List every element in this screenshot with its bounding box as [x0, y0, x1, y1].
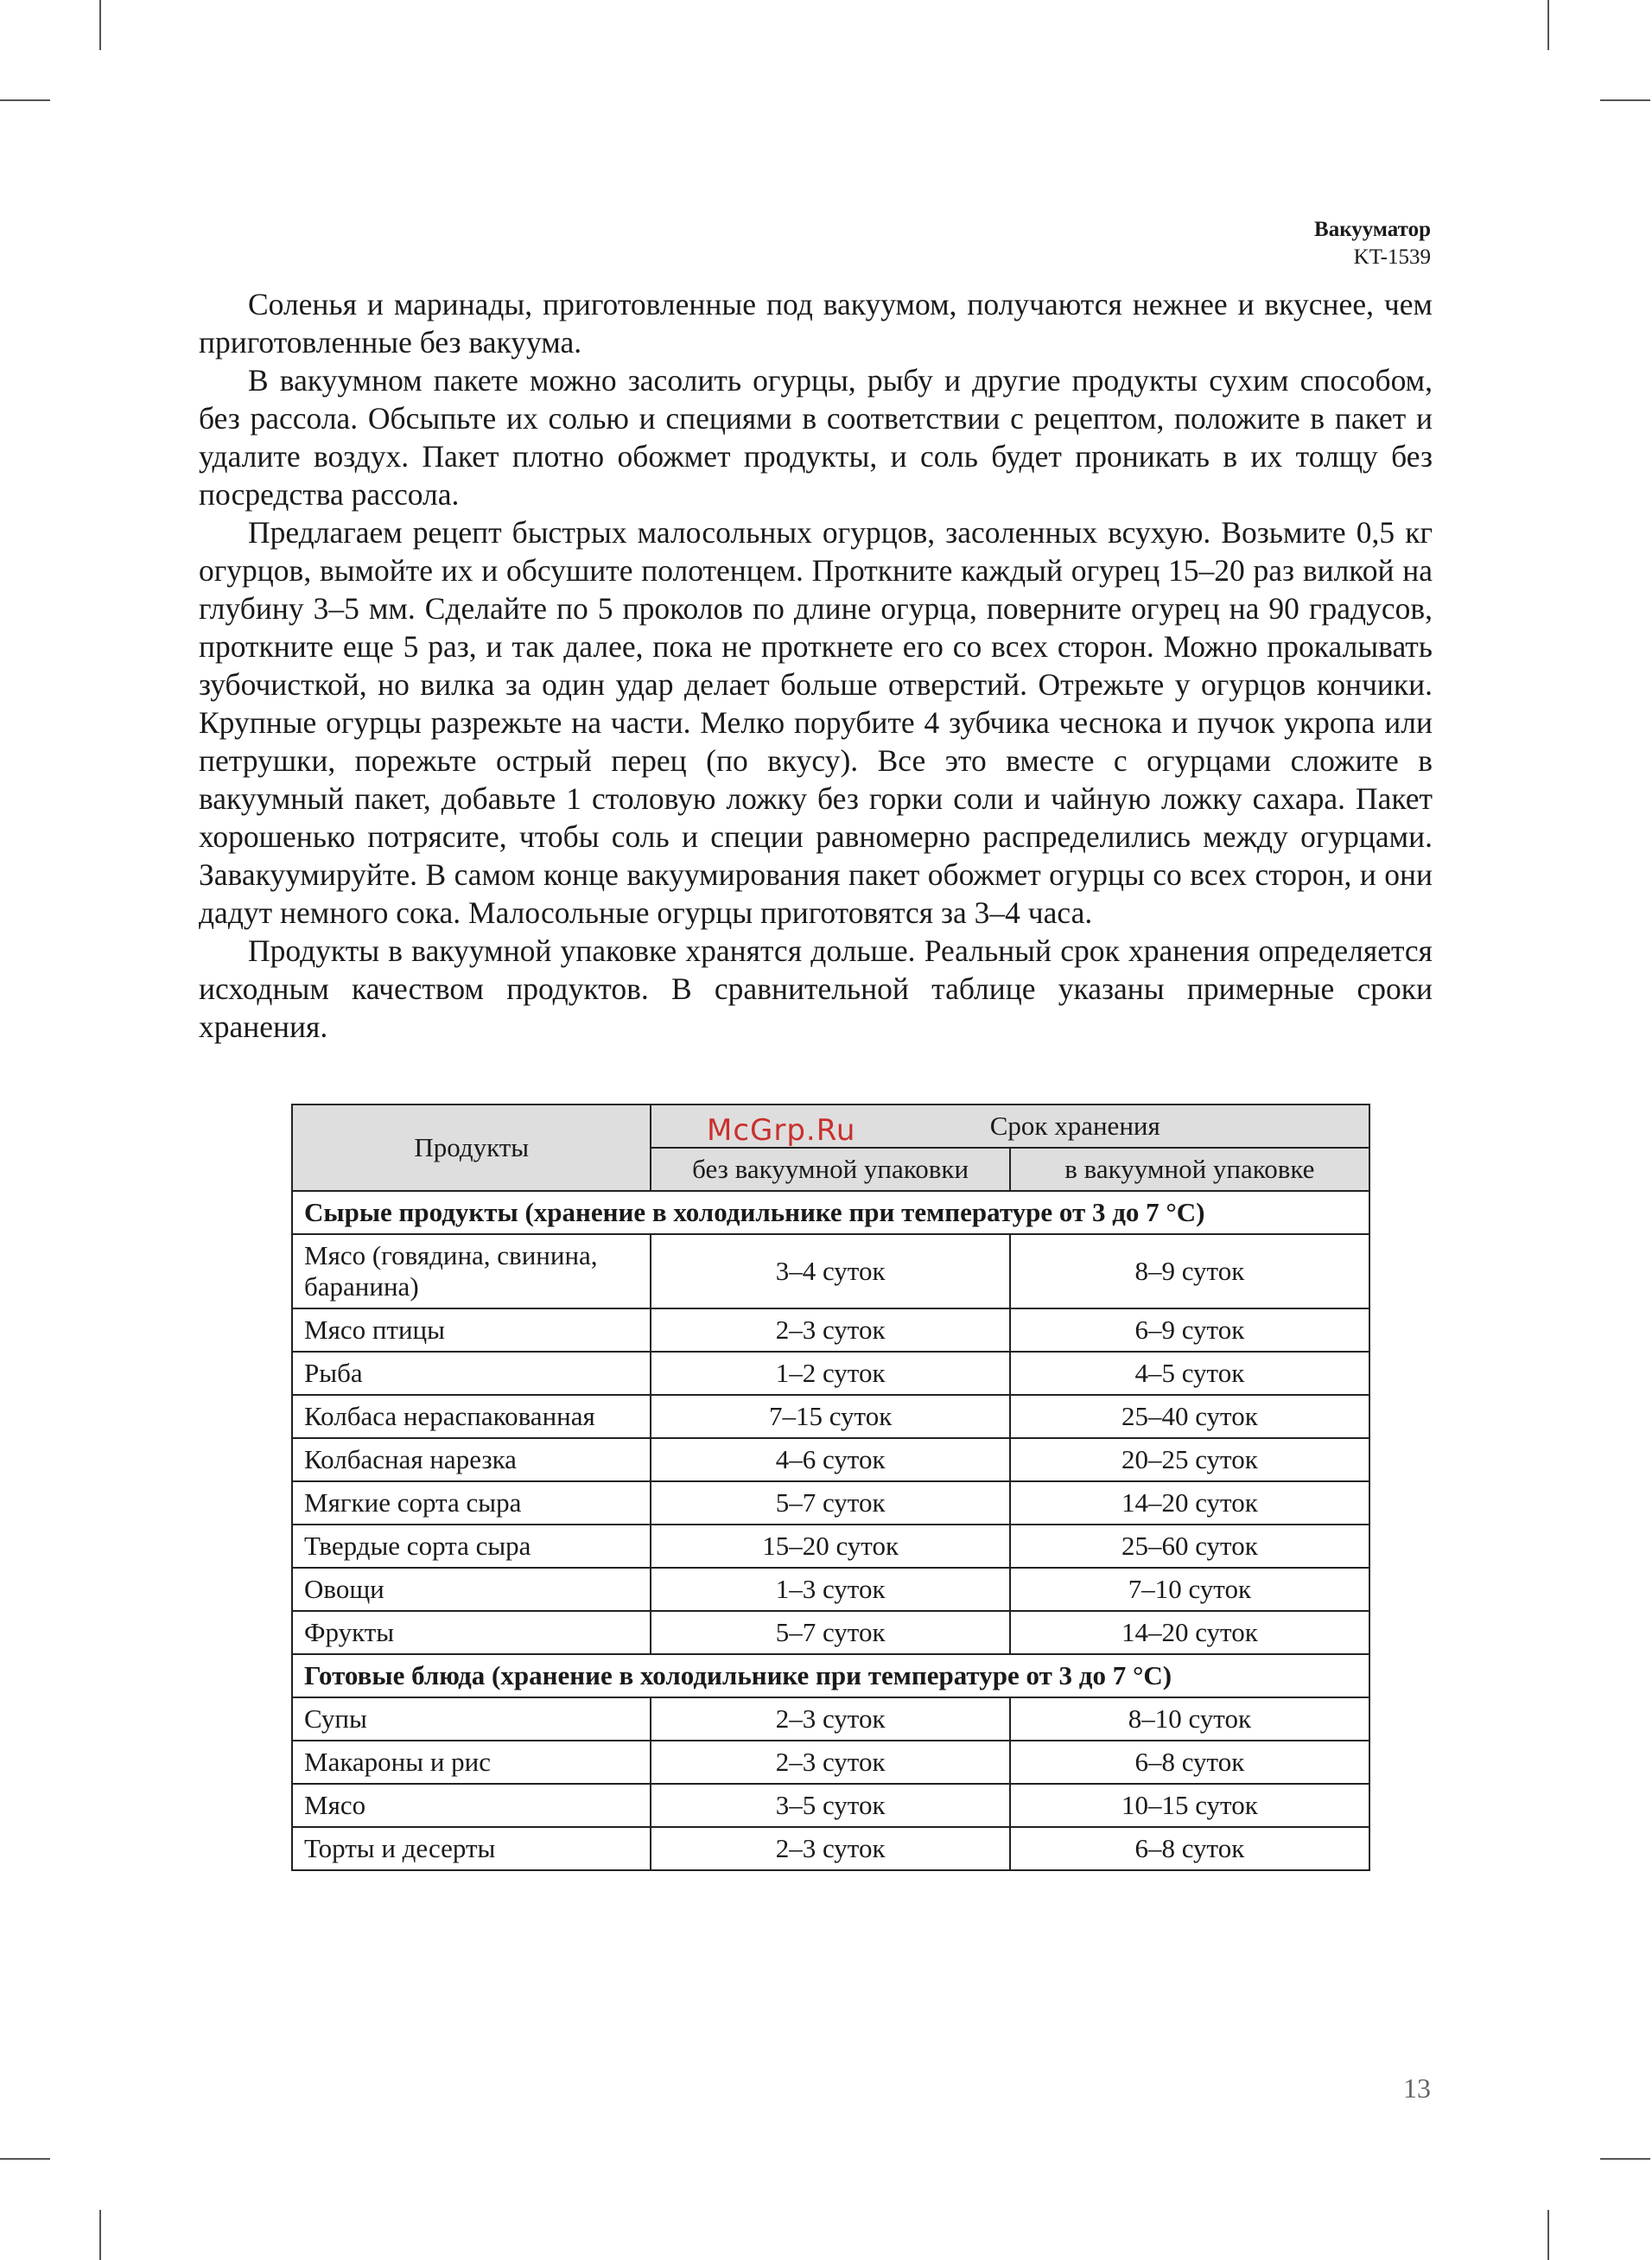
vacuum-cell: 20–25 суток [1010, 1438, 1369, 1481]
vacuum-cell: 14–20 суток [1010, 1611, 1369, 1654]
vacuum-cell: 6–9 суток [1010, 1308, 1369, 1352]
product-cell: Торты и десерты [292, 1827, 651, 1870]
vacuum-cell: 4–5 суток [1010, 1352, 1369, 1395]
vacuum-cell: 7–10 суток [1010, 1568, 1369, 1611]
header-no-vacuum: без вакуумной упаковки [651, 1148, 1009, 1191]
header-products: Продукты [292, 1105, 651, 1191]
section-raw-products: Сырые продукты (хранение в холодильнике при температуре от 3 до 7 °C) [292, 1191, 1369, 1234]
no-vacuum-cell: 1–3 суток [651, 1568, 1009, 1611]
page-header [1314, 216, 1431, 271]
table-row [292, 1308, 1369, 1352]
product-cell: Мясо (говядина, свинина, баранина) [292, 1234, 651, 1308]
table-row [292, 1568, 1369, 1611]
table-row [292, 1741, 1369, 1784]
product-cell: Супы [292, 1697, 651, 1741]
product-cell: Макароны и рис [292, 1741, 651, 1784]
vacuum-cell: 25–60 суток [1010, 1525, 1369, 1568]
product-cell: Овощи [292, 1568, 651, 1611]
vacuum-cell: 6–8 суток [1010, 1827, 1369, 1870]
crop-mark [99, 0, 101, 50]
header-storage-label: Срок хранения [989, 1111, 1160, 1141]
product-cell: Колбаса нераспакованная [292, 1395, 651, 1438]
no-vacuum-cell: 2–3 суток [651, 1308, 1009, 1352]
crop-mark [0, 2158, 50, 2160]
table-row [292, 1395, 1369, 1438]
no-vacuum-cell: 1–2 суток [651, 1352, 1009, 1395]
no-vacuum-cell: 3–5 суток [651, 1784, 1009, 1827]
crop-mark [1600, 99, 1650, 101]
table-row [292, 1784, 1369, 1827]
table-row [292, 1438, 1369, 1481]
table-row [292, 1525, 1369, 1568]
table-row [292, 1611, 1369, 1654]
crop-mark [1547, 0, 1549, 50]
no-vacuum-cell: 2–3 суток [651, 1827, 1009, 1870]
product-cell: Мясо птицы [292, 1308, 651, 1352]
crop-mark [99, 2210, 101, 2260]
product-cell: Твердые сорта сыра [292, 1525, 651, 1568]
table-row [292, 1352, 1369, 1395]
table-row [292, 1697, 1369, 1741]
body-text [199, 285, 1433, 1046]
vacuum-cell: 10–15 суток [1010, 1784, 1369, 1827]
product-cell: Мягкие сорта сыра [292, 1481, 651, 1525]
section-ready-dishes: Готовые блюда (хранение в холодильнике при температуре от 3 до 7 °C) [292, 1654, 1369, 1697]
product-cell: Рыба [292, 1352, 651, 1395]
vacuum-cell: 8–9 суток [1010, 1234, 1369, 1308]
vacuum-cell: 14–20 суток [1010, 1481, 1369, 1525]
no-vacuum-cell: 2–3 суток [651, 1697, 1009, 1741]
no-vacuum-cell: 5–7 суток [651, 1481, 1009, 1525]
no-vacuum-cell: 4–6 суток [651, 1438, 1009, 1481]
page-number: 13 [1403, 2072, 1431, 2104]
no-vacuum-cell: 15–20 суток [651, 1525, 1009, 1568]
paragraph: Соленья и маринады, приготовленные под вакуумом, получаются нежнее и вкуснее, чем приготовленные без вакуума. [199, 287, 1433, 360]
paragraph: В вакуумном пакете можно засолить огурцы, рыбу и другие продукты сухим способом, без рассола. Обсыпьте их солью и специями в соответствии с рецептом, положите в пакет и удалите воздух. Пакет плотно обожмет продукты, и соль будет проникать в их толщу без посредства рассола. [199, 363, 1433, 512]
no-vacuum-cell: 7–15 суток [651, 1395, 1009, 1438]
watermark: McGrp.Ru [707, 1113, 856, 1148]
product-cell: Мясо [292, 1784, 651, 1827]
header-model: KT-1539 [1353, 245, 1431, 269]
product-cell: Колбасная нарезка [292, 1438, 651, 1481]
table-row [292, 1481, 1369, 1525]
vacuum-cell: 6–8 суток [1010, 1741, 1369, 1784]
paragraph: Продукты в вакуумной упаковке хранятся дольше. Реальный срок хранения определяется исходным качеством продуктов. В сравнительной таблице указаны примерные сроки хранения. [199, 933, 1433, 1044]
no-vacuum-cell: 2–3 суток [651, 1741, 1009, 1784]
header-title: Вакууматор [1314, 218, 1431, 241]
no-vacuum-cell: 5–7 суток [651, 1611, 1009, 1654]
crop-mark [1600, 2158, 1650, 2160]
storage-table [291, 1104, 1370, 1871]
paragraph: Предлагаем рецепт быстрых малосольных огурцов, засоленных всухую. Возьмите 0,5 кг огурцов, вымойте их и обсушите полотенцем. Проткните каждый огурец 15–20 раз вилкой на глубину 3–5 мм. Сделайте по 5 проколов по длине огурца, поверните огурец на 90 градусов, проткните еще 5 раз, и так далее, пока не проткнете его со всех сторон. Можно прокалывать зубочисткой, но вилка за один удар делает больше отверстий. Отрежьте у огурцов кончики. Крупные огурцы разрежьте на части. Мелко порубите 4 зубчика чеснока и пучок укропа или петрушки, порежьте острый перец (по вкусу). Все это вместе с огурцами сложите в вакуумный пакет, добавьте 1 столовую ложку без горки соли и чайную ложку сахара. Пакет хорошенько потрясите, чтобы соль и специи равномерно распределились между огурцами. Завакуумируйте. В самом конце вакуумирования пакет обожмет огурцы со всех сторон, и они дадут немного сока. Малосольные огурцы приготовятся за 3–4 часа. [199, 515, 1433, 930]
no-vacuum-cell: 3–4 суток [651, 1234, 1009, 1308]
table-row [292, 1234, 1369, 1308]
vacuum-cell: 25–40 суток [1010, 1395, 1369, 1438]
crop-mark [0, 99, 50, 101]
crop-mark [1547, 2210, 1549, 2260]
table-row [292, 1827, 1369, 1870]
vacuum-cell: 8–10 суток [1010, 1697, 1369, 1741]
product-cell: Фрукты [292, 1611, 651, 1654]
header-vacuum: в вакуумной упаковке [1010, 1148, 1369, 1191]
